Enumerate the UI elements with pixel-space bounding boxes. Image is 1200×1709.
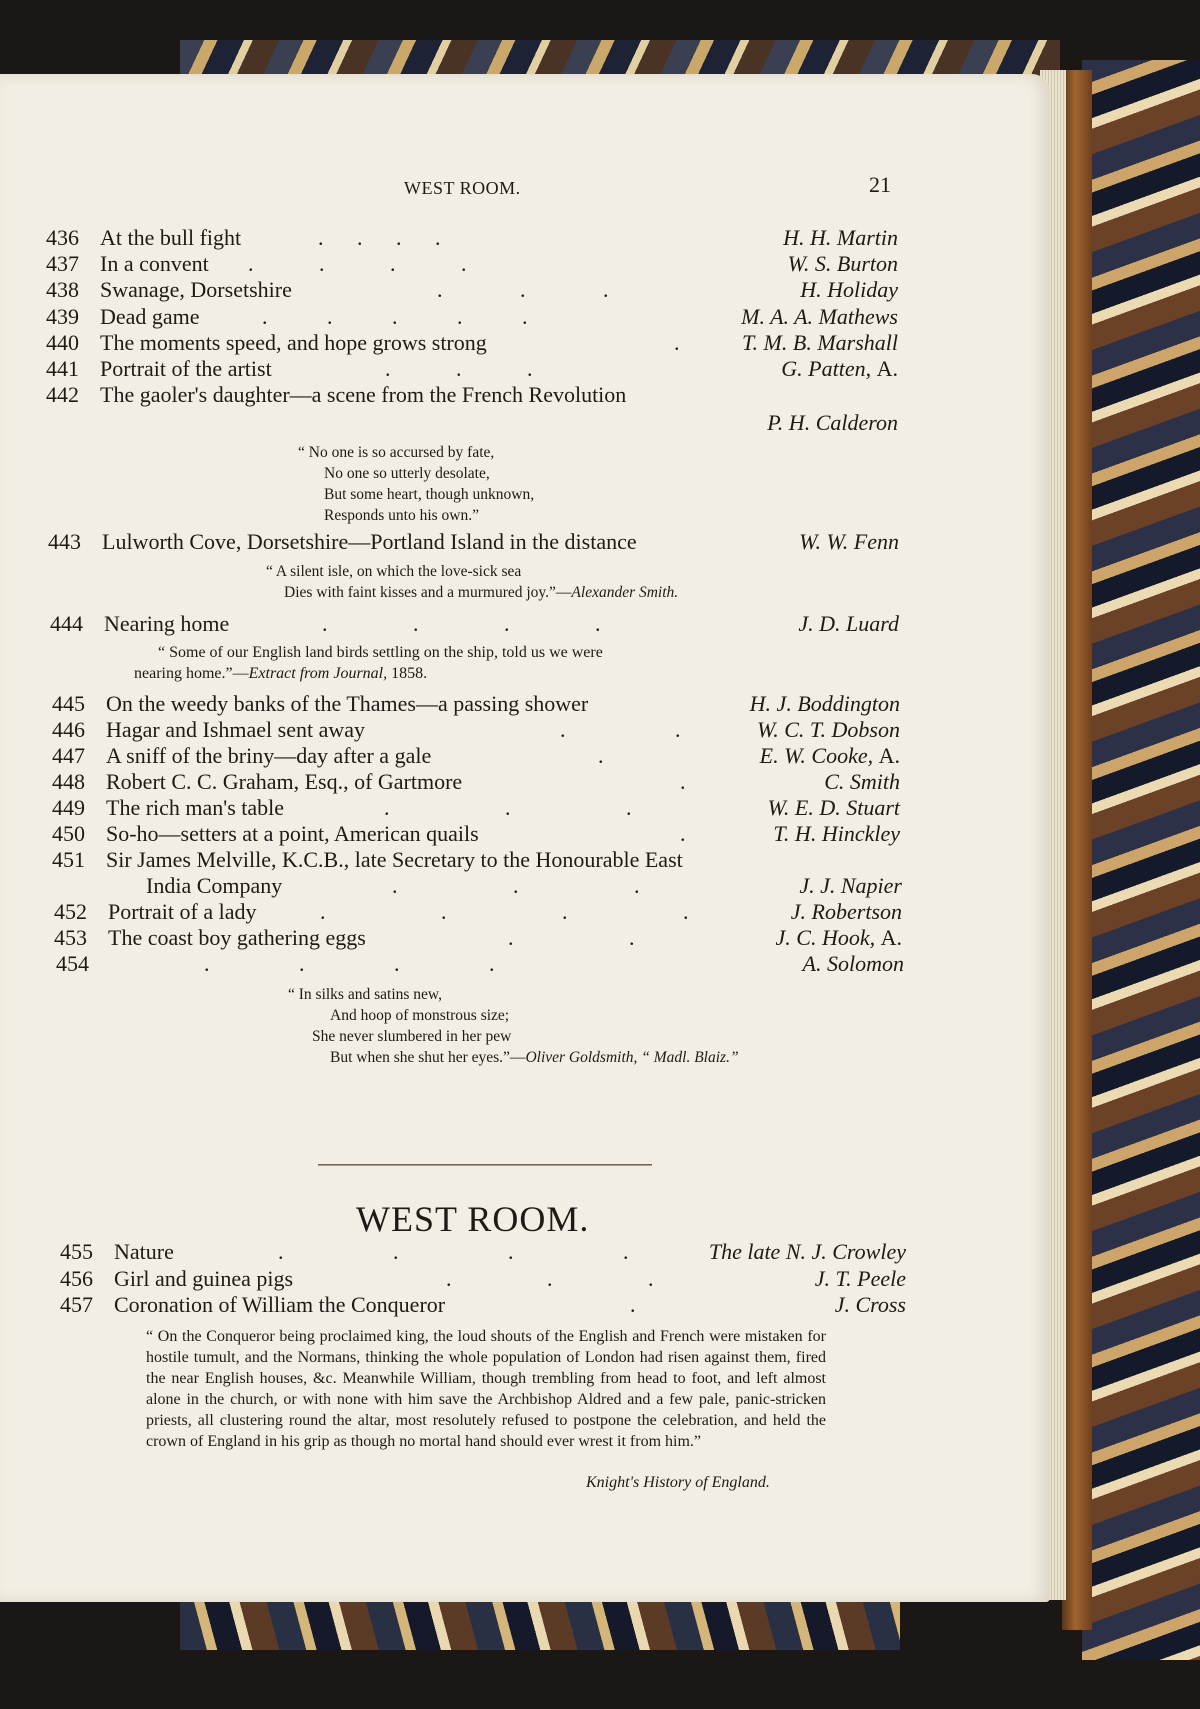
catalogue-entry — [0, 951, 1050, 977]
entry-artist: C. Smith — [824, 769, 900, 794]
entry-artist: The late N. J. Crowley — [708, 1239, 906, 1264]
entry-leader-dots: . . . — [385, 356, 533, 381]
entry-artist: W. C. T. Dobson — [756, 717, 900, 742]
entry-number: 441 — [46, 356, 79, 381]
entry-number: 445 — [52, 691, 85, 716]
entry-artist: G. Patten, A. — [781, 356, 898, 381]
entry-artist: J. T. Peele — [814, 1266, 906, 1291]
catalogue-entry — [0, 847, 1050, 873]
catalogue-entry — [0, 529, 1050, 555]
entry-number: 450 — [52, 821, 85, 846]
entry-artist: H. Holiday — [800, 277, 898, 302]
entry-title: Dead game — [100, 304, 200, 329]
entry-number: 437 — [46, 251, 79, 276]
verse-quote-line: And hoop of monstrous size; — [330, 1007, 510, 1024]
entry-leader-dots: . . . . — [248, 251, 467, 276]
entry-number: 438 — [46, 277, 79, 302]
quote-attribution: Extract from Journal, — [248, 665, 388, 682]
entry-number: 439 — [46, 304, 79, 329]
entry-artist: W. S. Burton — [787, 251, 898, 276]
entry-number: 454 — [56, 951, 89, 976]
entry-artist: T. H. Hinckley — [773, 821, 900, 846]
verse-quote-line: “ In silks and satins new, — [288, 986, 442, 1003]
marbled-endpaper-right — [1082, 60, 1200, 1660]
entry-leader-dots: . . . — [446, 1266, 654, 1291]
entry-number: 448 — [52, 769, 85, 794]
entry-artist: J. Cross — [834, 1292, 906, 1317]
entry-number: 455 — [60, 1239, 93, 1264]
entry-leader-dots: . — [630, 1292, 636, 1317]
catalogue-entry — [0, 795, 1050, 821]
entry-artist: T. M. B. Marshall — [741, 330, 898, 355]
entry-leader-dots: . . . — [392, 873, 640, 898]
entry-title: So-ho—setters at a point, American quails — [106, 821, 479, 846]
marbled-endpaper-bottom — [180, 1600, 900, 1650]
catalogue-entry — [0, 356, 1050, 382]
verse-quote-line: She never slumbered in her pew — [312, 1028, 512, 1045]
entry-leader-dots: . — [674, 330, 680, 355]
page-content — [0, 74, 1050, 1602]
entry-title: Nature — [114, 1239, 174, 1264]
catalogue-entry — [0, 225, 1050, 251]
catalogue-entry — [0, 899, 1050, 925]
entry-leader-dots: . . . — [437, 277, 609, 302]
verse-quote-line: Dies with faint kisses and a murmured joy.”—Alexander Smith. — [284, 584, 679, 601]
catalogue-entry-continued — [0, 873, 1050, 899]
catalogue-entry — [0, 382, 1050, 408]
prose-quote: “ On the Conqueror being proclaimed king, the loud shouts of the English and French were mistaken for hostile tumult, and the Normans, thinking the whole population of London had risen against them, fired the near English houses, &c. Meanwhile William, though trembling from head to foot, and left almost alone in the church, or with none with him save the Archbishop Aldred and a few pale, panic-stricken priests, all clustering round the altar, most resolutely refused to postpone the celebration, and held the crown of England in his grip as though no mortal hand should ever wrest it from him.” — [146, 1328, 826, 1450]
entry-leader-dots: . . . . — [278, 1239, 629, 1264]
entry-number: 436 — [46, 225, 79, 250]
section-heading: WEST ROOM. — [356, 1199, 590, 1239]
entry-title: Coronation of William the Conqueror — [114, 1292, 446, 1317]
entry-title: The gaoler's daughter—a scene from the French Revolution — [100, 382, 627, 407]
entry-title: Swanage, Dorsetshire — [100, 277, 292, 302]
entry-title: Girl and guinea pigs — [114, 1266, 294, 1291]
entry-artist: P. H. Calderon — [767, 410, 898, 435]
catalogue-entry — [0, 330, 1050, 356]
entry-number: 443 — [48, 529, 81, 554]
verse-quote-line: But some heart, though unknown, — [324, 486, 535, 503]
quote-attribution: Alexander Smith. — [571, 584, 679, 601]
entry-leader-dots: . . . . — [322, 611, 601, 636]
entry-title-continued: India Company — [146, 873, 283, 898]
entry-artist: J. C. Hook, A. — [775, 925, 902, 950]
entry-title: Portrait of the artist — [100, 356, 272, 381]
entry-artist: M. A. A. Mathews — [741, 304, 898, 329]
catalogue-entry-continued — [0, 410, 1050, 436]
entry-leader-dots: . . . . — [318, 225, 441, 250]
entry-title: In a convent — [100, 251, 209, 276]
entry-leader-dots: . — [680, 769, 686, 794]
running-head-title: WEST ROOM. — [404, 178, 521, 198]
catalogue-entry — [0, 1239, 1050, 1265]
entry-title: At the bull fight — [100, 225, 242, 250]
entry-leader-dots: . . — [508, 925, 635, 950]
verse-quote-line: Responds unto his own.” — [324, 507, 479, 524]
entry-title: Sir James Melville, K.C.B., late Secretary to the Honourable East — [106, 847, 683, 872]
book-spine-edge — [1062, 70, 1092, 1630]
catalogue-entry — [0, 1292, 1050, 1318]
entry-number: 451 — [52, 847, 85, 872]
entry-title: Nearing home — [104, 611, 230, 636]
quote-attribution: Knight's History of England. — [586, 1474, 770, 1491]
entry-artist: E. W. Cooke, A. — [759, 743, 900, 768]
entry-artist: J. J. Napier — [799, 873, 902, 898]
entry-title: Robert C. C. Graham, Esq., of Gartmore — [106, 769, 463, 794]
entry-title: Portrait of a lady — [108, 899, 257, 924]
verse-quote-line: No one so utterly desolate, — [324, 465, 490, 482]
quote-attribution: Oliver Goldsmith, “ Madl. Blaiz.” — [525, 1049, 739, 1066]
verse-quote-line: But when she shut her eyes.”—Oliver Goldsmith, “ Madl. Blaiz.” — [330, 1049, 739, 1066]
entry-title: The rich man's table — [106, 795, 285, 820]
verse-quote-line: “ A silent isle, on which the love-sick sea — [266, 563, 522, 580]
entry-number: 449 — [52, 795, 85, 820]
entry-number: 440 — [46, 330, 79, 355]
catalogue-entry — [0, 304, 1050, 330]
verse-quote-line: “ No one is so accursed by fate, — [298, 444, 495, 461]
page-number: 21 — [869, 172, 891, 197]
entry-title: On the weedy banks of the Thames—a passing shower — [106, 691, 589, 716]
catalogue-entry — [0, 925, 1050, 951]
entry-leader-dots: . — [598, 743, 604, 768]
entry-artist: H. H. Martin — [783, 225, 898, 250]
prose-quote-line: nearing home.”—Extract from Journal, 1858. — [134, 665, 428, 682]
entry-artist: A. Solomon — [802, 951, 904, 976]
entry-number: 456 — [60, 1266, 93, 1291]
entry-title: The coast boy gathering eggs — [108, 925, 366, 950]
entry-artist: H. J. Boddington — [749, 691, 900, 716]
entry-number: 452 — [54, 899, 87, 924]
catalogue-entry — [0, 717, 1050, 743]
catalogue-entry — [0, 743, 1050, 769]
entry-number: 447 — [52, 743, 85, 768]
book-page — [0, 74, 1050, 1602]
entry-number: 442 — [46, 382, 79, 407]
section-divider-rule — [318, 1164, 652, 1166]
entry-title: A sniff of the briny—day after a gale — [106, 743, 432, 768]
entry-leader-dots: . . — [560, 717, 681, 742]
catalogue-entry — [0, 769, 1050, 795]
entry-leader-dots: . . . . — [320, 899, 689, 924]
prose-quote-line: “ Some of our English land birds settling on the ship, told us we were — [158, 644, 603, 661]
entry-title: The moments speed, and hope grows strong — [100, 330, 487, 355]
catalogue-entry — [0, 277, 1050, 303]
entry-artist: W. W. Fenn — [799, 529, 899, 554]
entry-leader-dots: . — [680, 821, 686, 846]
catalogue-entry — [0, 611, 1050, 637]
entry-number: 453 — [54, 925, 87, 950]
entry-title: Hagar and Ishmael sent away — [106, 717, 366, 742]
catalogue-entry — [0, 821, 1050, 847]
entry-leader-dots: . . . . — [204, 951, 495, 976]
entry-leader-dots: . . . — [384, 795, 632, 820]
entry-number: 457 — [60, 1292, 93, 1317]
entry-title: Lulworth Cove, Dorsetshire—Portland Island in the distance — [102, 529, 637, 554]
entry-number: 444 — [50, 611, 83, 636]
catalogue-entry — [0, 251, 1050, 277]
entry-number: 446 — [52, 717, 85, 742]
entry-leader-dots: . . . . . — [262, 304, 528, 329]
entry-artist: J. D. Luard — [798, 611, 899, 636]
catalogue-entry — [0, 1266, 1050, 1292]
entry-artist: J. Robertson — [790, 899, 902, 924]
catalogue-entry — [0, 691, 1050, 717]
entry-artist: W. E. D. Stuart — [767, 795, 900, 820]
